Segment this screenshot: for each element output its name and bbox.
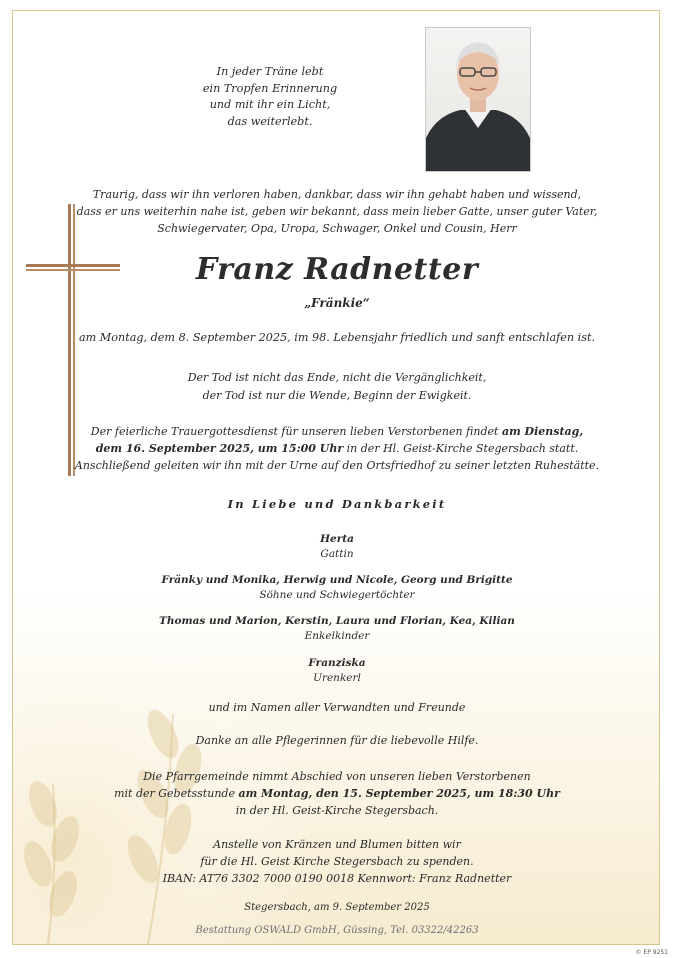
family-group	[0, 573, 674, 603]
intro-line: Schwiegervater, Opa, Uropa, Schwager, Onkel und Cousin, Herr	[157, 222, 517, 235]
family-names: Franziska	[308, 657, 366, 669]
portrait-photo	[425, 27, 531, 172]
poem-line: und mit ihr ein Licht,	[209, 98, 331, 111]
donation-line: Anstelle von Kränzen und Blumen bitten wir	[213, 838, 461, 851]
family-names: Herta	[320, 533, 354, 545]
deceased-name: Franz Radnetter	[195, 252, 479, 287]
family-relation: Enkelkinder	[304, 630, 370, 642]
death-notice: am Montag, dem 8. September 2025, im 98. Lebensjahr friedlich und sanft entschlafen ist.	[78, 331, 596, 344]
family-group	[0, 532, 674, 562]
intro-line: Traurig, dass wir ihn verloren haben, dankbar, dass wir ihn gehabt haben und wissend,	[92, 188, 582, 201]
family-group	[0, 656, 674, 686]
relatives-line: und im Namen aller Verwandten und Freunde	[208, 701, 466, 714]
service-line: dem 16. September 2025, um 15:00 Uhr in der Hl. Geist-Kirche Stegersbach statt.	[95, 442, 579, 455]
parish-line: mit der Gebetsstunde am Montag, den 15. September 2025, um 18:30 Uhr	[114, 787, 560, 800]
service-line: Anschließend geleiten wir ihn mit der Urne auf den Ortsfriedhof zu seiner letzten Ruhestätte.	[74, 459, 600, 472]
intro-line: dass er uns weiterhin nahe ist, geben wir bekannt, dass mein lieber Gatte, unser guter Vater,	[76, 205, 598, 218]
quote-line: Der Tod ist nicht das Ende, nicht die Vergänglichkeit,	[187, 371, 487, 384]
donation-line: IBAN: AT76 3302 7000 0190 0018 Kennwort: Franz Radnetter	[162, 872, 512, 885]
donation-line: für die Hl. Geist Kirche Stegersbach zu spenden.	[200, 855, 474, 868]
poem	[170, 64, 370, 130]
undertaker-info: Bestattung OSWALD GmbH, Güssing, Tel. 03322/42263	[195, 925, 479, 936]
family-relation: Söhne und Schwiegertöchter	[259, 589, 415, 601]
family-names: Fränky und Monika, Herwig und Nicole, Georg und Brigitte	[161, 574, 513, 586]
portrait-illustration	[426, 28, 530, 171]
quote	[0, 369, 674, 405]
service-info	[0, 423, 674, 474]
thanks-line: Danke an alle Pflegerinnen für die liebevolle Hilfe.	[195, 734, 479, 747]
family-relation: Urenkerl	[313, 672, 361, 684]
parish-notice	[0, 768, 674, 819]
love-heading: In Liebe und Dankbarkeit	[227, 497, 447, 511]
donation-notice	[0, 836, 674, 887]
poem-line: In jeder Träne lebt	[216, 65, 324, 78]
family-relation: Gattin	[320, 548, 354, 560]
parish-line: Die Pfarrgemeinde nimmt Abschied von unseren lieben Verstorbenen	[143, 770, 531, 783]
place-date: Stegersbach, am 9. September 2025	[244, 902, 430, 913]
deceased-nickname: „Fränkie“	[304, 296, 370, 310]
family-names: Thomas und Marion, Kerstin, Laura und Florian, Kea, Kilian	[159, 615, 515, 627]
form-code: © EP 9251	[635, 949, 668, 956]
quote-line: der Tod ist nur die Wende, Beginn der Ewigkeit.	[202, 389, 472, 402]
service-line: Der feierliche Trauergottesdienst für unseren lieben Verstorbenen findet am Dienstag,	[90, 425, 584, 438]
family-group	[0, 614, 674, 644]
parish-line: in der Hl. Geist-Kirche Stegersbach.	[235, 804, 439, 817]
poem-line: ein Tropfen Erinnerung	[202, 81, 338, 95]
poem-line: das weiterlebt.	[227, 114, 313, 128]
